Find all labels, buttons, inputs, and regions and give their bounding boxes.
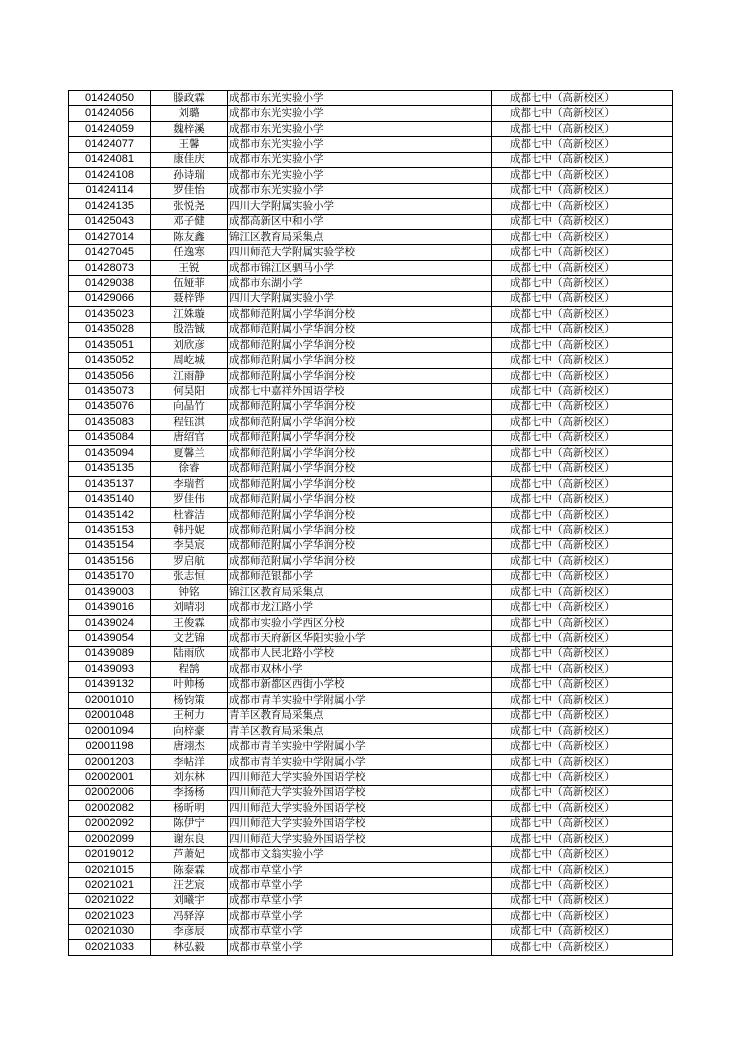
table-row [69, 862, 673, 877]
table-row [69, 554, 673, 569]
student-id-cell: 01439016 [69, 600, 151, 615]
school-cell: 成都市青羊实验中学附属小学 [228, 693, 492, 708]
student-name-cell: 向梓豪 [151, 723, 228, 738]
school-cell: 成都师范附属小学华润分校 [228, 307, 492, 322]
destination-cell: 成都七中（高新校区） [492, 168, 673, 183]
destination-cell: 成都七中（高新校区） [492, 476, 673, 491]
destination-cell: 成都七中（高新校区） [492, 229, 673, 244]
destination-cell: 成都七中（高新校区） [492, 739, 673, 754]
student-id-cell: 01439089 [69, 646, 151, 661]
school-cell: 四川师范大学实验外国语学校 [228, 785, 492, 800]
student-name-cell: 任逸寒 [151, 245, 228, 260]
table-row [69, 214, 673, 229]
table-row [69, 276, 673, 291]
student-name-cell: 罗佳怡 [151, 183, 228, 198]
table-body [69, 91, 673, 956]
student-id-cell: 01439024 [69, 615, 151, 630]
student-name-cell: 刘曦宇 [151, 893, 228, 908]
destination-cell: 成都七中（高新校区） [492, 693, 673, 708]
school-cell: 成都市东光实验小学 [228, 152, 492, 167]
school-cell: 成都市青羊实验中学附属小学 [228, 754, 492, 769]
destination-cell: 成都七中（高新校区） [492, 106, 673, 121]
student-name-cell: 李彦辰 [151, 924, 228, 939]
student-name-cell: 杨钧策 [151, 693, 228, 708]
student-name-cell: 李帖洋 [151, 754, 228, 769]
student-id-cell: 01424114 [69, 183, 151, 198]
student-id-cell: 01424077 [69, 137, 151, 152]
table-row [69, 940, 673, 955]
student-id-cell: 01435154 [69, 538, 151, 553]
destination-cell: 成都七中（高新校区） [492, 430, 673, 445]
student-id-cell: 01435156 [69, 554, 151, 569]
student-id-cell: 01424081 [69, 152, 151, 167]
table-row [69, 708, 673, 723]
student-name-cell: 邓子健 [151, 214, 228, 229]
school-cell: 四川师范大学实验外国语学校 [228, 801, 492, 816]
student-id-cell: 01435051 [69, 338, 151, 353]
student-name-cell: 孙诗瑞 [151, 168, 228, 183]
destination-cell: 成都七中（高新校区） [492, 816, 673, 831]
destination-cell: 成都七中（高新校区） [492, 554, 673, 569]
destination-cell: 成都七中（高新校区） [492, 662, 673, 677]
table-row [69, 615, 673, 630]
school-cell: 成都市实验小学西区分校 [228, 615, 492, 630]
student-name-cell: 何昊阳 [151, 384, 228, 399]
table-row [69, 785, 673, 800]
destination-cell: 成都七中（高新校区） [492, 785, 673, 800]
student-name-cell: 魏梓溪 [151, 121, 228, 136]
table-row [69, 909, 673, 924]
table-row [69, 816, 673, 831]
school-cell: 成都市东光实验小学 [228, 91, 492, 106]
destination-cell: 成都七中（高新校区） [492, 307, 673, 322]
table-row [69, 523, 673, 538]
table-row [69, 538, 673, 553]
student-id-cell: 02021021 [69, 878, 151, 893]
student-id-cell: 02001094 [69, 723, 151, 738]
student-id-cell: 02002099 [69, 832, 151, 847]
destination-cell: 成都七中（高新校区） [492, 291, 673, 306]
destination-cell: 成都七中（高新校区） [492, 322, 673, 337]
student-name-cell: 杨昕明 [151, 801, 228, 816]
destination-cell: 成都七中（高新校区） [492, 152, 673, 167]
school-cell: 四川师范大学实验外国语学校 [228, 816, 492, 831]
school-cell: 成都市青羊实验中学附属小学 [228, 739, 492, 754]
destination-cell: 成都七中（高新校区） [492, 893, 673, 908]
student-name-cell: 谢东良 [151, 832, 228, 847]
student-name-cell: 杜睿洁 [151, 507, 228, 522]
student-name-cell: 陈伊宁 [151, 816, 228, 831]
student-id-cell: 01427045 [69, 245, 151, 260]
table-row [69, 662, 673, 677]
student-name-cell: 陈泰霖 [151, 862, 228, 877]
school-cell: 成都高新区中和小学 [228, 214, 492, 229]
destination-cell: 成都七中（高新校区） [492, 646, 673, 661]
school-cell: 成都市东光实验小学 [228, 121, 492, 136]
school-cell: 成都市东光实验小学 [228, 137, 492, 152]
destination-cell: 成都七中（高新校区） [492, 832, 673, 847]
student-id-cell: 01435076 [69, 399, 151, 414]
student-name-cell: 罗启航 [151, 554, 228, 569]
school-cell: 成都师范附属小学华润分校 [228, 492, 492, 507]
student-id-cell: 01435028 [69, 322, 151, 337]
student-name-cell: 刘欣彦 [151, 338, 228, 353]
table-row [69, 461, 673, 476]
student-name-cell: 林弘毅 [151, 940, 228, 955]
student-name-cell: 江雨静 [151, 368, 228, 383]
table-row [69, 878, 673, 893]
school-cell: 四川师范大学实验外国语学校 [228, 832, 492, 847]
school-cell: 成都市龙江路小学 [228, 600, 492, 615]
school-cell: 成都市新都区西街小学校 [228, 677, 492, 692]
destination-cell: 成都七中（高新校区） [492, 492, 673, 507]
student-name-cell: 唐翊杰 [151, 739, 228, 754]
destination-cell: 成都七中（高新校区） [492, 770, 673, 785]
table-row [69, 260, 673, 275]
student-name-cell: 刘晴羽 [151, 600, 228, 615]
destination-cell: 成都七中（高新校区） [492, 399, 673, 414]
school-cell: 锦江区教育局采集点 [228, 585, 492, 600]
destination-cell: 成都七中（高新校区） [492, 415, 673, 430]
student-id-cell: 01435094 [69, 446, 151, 461]
destination-cell: 成都七中（高新校区） [492, 276, 673, 291]
destination-cell: 成都七中（高新校区） [492, 214, 673, 229]
student-id-cell: 01439132 [69, 677, 151, 692]
student-id-cell: 02001198 [69, 739, 151, 754]
school-cell: 成都师范附属小学华润分校 [228, 415, 492, 430]
student-name-cell: 汪艺宸 [151, 878, 228, 893]
destination-cell: 成都七中（高新校区） [492, 600, 673, 615]
school-cell: 成都师范附属小学华润分校 [228, 446, 492, 461]
destination-cell: 成都七中（高新校区） [492, 384, 673, 399]
student-id-cell: 01424135 [69, 199, 151, 214]
school-cell: 成都市双林小学 [228, 662, 492, 677]
destination-cell: 成都七中（高新校区） [492, 338, 673, 353]
student-id-cell: 02021033 [69, 940, 151, 955]
school-cell: 四川大学附属实验小学 [228, 291, 492, 306]
student-id-cell: 01428073 [69, 260, 151, 275]
school-cell: 成都市草堂小学 [228, 878, 492, 893]
table-row [69, 739, 673, 754]
student-name-cell: 唐绍官 [151, 430, 228, 445]
student-id-cell: 01435153 [69, 523, 151, 538]
table-row [69, 600, 673, 615]
destination-cell: 成都七中（高新校区） [492, 446, 673, 461]
student-name-cell: 李扬杨 [151, 785, 228, 800]
table-row [69, 893, 673, 908]
destination-cell: 成都七中（高新校区） [492, 585, 673, 600]
destination-cell: 成都七中（高新校区） [492, 909, 673, 924]
student-name-cell: 陈友鑫 [151, 229, 228, 244]
school-cell: 成都市草堂小学 [228, 909, 492, 924]
student-id-cell: 02001203 [69, 754, 151, 769]
destination-cell: 成都七中（高新校区） [492, 137, 673, 152]
table-row [69, 384, 673, 399]
table-row [69, 847, 673, 862]
student-name-cell: 王锐 [151, 260, 228, 275]
school-cell: 成都市草堂小学 [228, 924, 492, 939]
student-id-cell: 01424108 [69, 168, 151, 183]
table-row [69, 368, 673, 383]
destination-cell: 成都七中（高新校区） [492, 368, 673, 383]
table-row [69, 507, 673, 522]
student-id-cell: 02002082 [69, 801, 151, 816]
school-cell: 成都市东湖小学 [228, 276, 492, 291]
student-name-cell: 康佳庆 [151, 152, 228, 167]
school-cell: 成都师范附属小学华润分校 [228, 554, 492, 569]
school-cell: 成都师范附属小学华润分校 [228, 507, 492, 522]
student-name-cell: 陆雨欣 [151, 646, 228, 661]
table-row [69, 693, 673, 708]
destination-cell: 成都七中（高新校区） [492, 569, 673, 584]
student-name-cell: 李昊宸 [151, 538, 228, 553]
student-id-cell: 02001010 [69, 693, 151, 708]
student-name-cell: 江姝璇 [151, 307, 228, 322]
table-row [69, 801, 673, 816]
student-id-cell: 02021022 [69, 893, 151, 908]
student-id-cell: 01435056 [69, 368, 151, 383]
school-cell: 成都师范附属小学华润分校 [228, 538, 492, 553]
student-id-cell: 01425043 [69, 214, 151, 229]
table-row [69, 106, 673, 121]
table-row [69, 415, 673, 430]
school-cell: 成都市东光实验小学 [228, 183, 492, 198]
student-name-cell: 钟铭 [151, 585, 228, 600]
table-row [69, 152, 673, 167]
school-cell: 成都市文翁实验小学 [228, 847, 492, 862]
student-name-cell: 韩丹妮 [151, 523, 228, 538]
student-id-cell: 01435073 [69, 384, 151, 399]
student-id-cell: 02021023 [69, 909, 151, 924]
table-row [69, 307, 673, 322]
school-cell: 成都市人民北路小学校 [228, 646, 492, 661]
student-id-cell: 01435137 [69, 476, 151, 491]
school-cell: 成都市东光实验小学 [228, 106, 492, 121]
student-id-cell: 01424059 [69, 121, 151, 136]
table-row [69, 677, 673, 692]
table-row [69, 585, 673, 600]
table-row [69, 631, 673, 646]
school-cell: 成都师范附属小学华润分校 [228, 399, 492, 414]
school-cell: 成都市草堂小学 [228, 940, 492, 955]
table-row [69, 338, 673, 353]
destination-cell: 成都七中（高新校区） [492, 538, 673, 553]
student-id-cell: 01429038 [69, 276, 151, 291]
student-id-cell: 02002092 [69, 816, 151, 831]
destination-cell: 成都七中（高新校区） [492, 91, 673, 106]
student-name-cell: 王俊霖 [151, 615, 228, 630]
student-name-cell: 王馨 [151, 137, 228, 152]
destination-cell: 成都七中（高新校区） [492, 199, 673, 214]
student-name-cell: 程鹄 [151, 662, 228, 677]
student-id-cell: 01435023 [69, 307, 151, 322]
table-row [69, 770, 673, 785]
table-row [69, 229, 673, 244]
school-cell: 成都师范银都小学 [228, 569, 492, 584]
destination-cell: 成都七中（高新校区） [492, 507, 673, 522]
school-cell: 成都市草堂小学 [228, 893, 492, 908]
school-cell: 四川师范大学实验外国语学校 [228, 770, 492, 785]
table-row [69, 137, 673, 152]
student-name-cell: 夏馨兰 [151, 446, 228, 461]
destination-cell: 成都七中（高新校区） [492, 461, 673, 476]
table-row [69, 476, 673, 491]
student-id-cell: 01435135 [69, 461, 151, 476]
destination-cell: 成都七中（高新校区） [492, 677, 673, 692]
student-name-cell: 殷浩铖 [151, 322, 228, 337]
table-row [69, 832, 673, 847]
table-row [69, 183, 673, 198]
student-name-cell: 张志恒 [151, 569, 228, 584]
table-row [69, 723, 673, 738]
school-cell: 青羊区教育局采集点 [228, 708, 492, 723]
school-cell: 成都师范附属小学华润分校 [228, 523, 492, 538]
student-id-cell: 01435140 [69, 492, 151, 507]
school-cell: 成都市草堂小学 [228, 862, 492, 877]
school-cell: 成都师范附属小学华润分校 [228, 322, 492, 337]
destination-cell: 成都七中（高新校区） [492, 878, 673, 893]
destination-cell: 成都七中（高新校区） [492, 121, 673, 136]
destination-cell: 成都七中（高新校区） [492, 708, 673, 723]
table-row [69, 399, 673, 414]
student-id-cell: 02019012 [69, 847, 151, 862]
student-name-cell: 程钰淇 [151, 415, 228, 430]
table-row [69, 291, 673, 306]
school-cell: 青羊区教育局采集点 [228, 723, 492, 738]
student-id-cell: 01439003 [69, 585, 151, 600]
school-cell: 四川大学附属实验小学 [228, 199, 492, 214]
student-id-cell: 01435170 [69, 569, 151, 584]
table-row [69, 91, 673, 106]
destination-cell: 成都七中（高新校区） [492, 523, 673, 538]
student-name-cell: 周屹城 [151, 353, 228, 368]
student-name-cell: 文艺锦 [151, 631, 228, 646]
destination-cell: 成都七中（高新校区） [492, 847, 673, 862]
destination-cell: 成都七中（高新校区） [492, 754, 673, 769]
table-row [69, 430, 673, 445]
student-name-cell: 伍娅菲 [151, 276, 228, 291]
student-id-cell: 02021015 [69, 862, 151, 877]
student-name-cell: 向晶竹 [151, 399, 228, 414]
school-cell: 成都师范附属小学华润分校 [228, 430, 492, 445]
table-row [69, 245, 673, 260]
student-name-cell: 刘璐 [151, 106, 228, 121]
school-cell: 成都师范附属小学华润分校 [228, 338, 492, 353]
student-name-cell: 冯驿淳 [151, 909, 228, 924]
student-id-cell: 01429066 [69, 291, 151, 306]
student-name-cell: 滕政霖 [151, 91, 228, 106]
destination-cell: 成都七中（高新校区） [492, 615, 673, 630]
student-name-cell: 李瑞哲 [151, 476, 228, 491]
school-cell: 锦江区教育局采集点 [228, 229, 492, 244]
student-name-cell: 叶帅杨 [151, 677, 228, 692]
student-name-cell: 王柯力 [151, 708, 228, 723]
student-id-cell: 02002001 [69, 770, 151, 785]
student-name-cell: 芦萧妃 [151, 847, 228, 862]
table-row [69, 924, 673, 939]
student-id-cell: 01439093 [69, 662, 151, 677]
destination-cell: 成都七中（高新校区） [492, 723, 673, 738]
destination-cell: 成都七中（高新校区） [492, 353, 673, 368]
destination-cell: 成都七中（高新校区） [492, 940, 673, 955]
student-name-cell: 刘东林 [151, 770, 228, 785]
student-id-cell: 01424056 [69, 106, 151, 121]
student-id-cell: 02001048 [69, 708, 151, 723]
school-cell: 成都师范附属小学华润分校 [228, 461, 492, 476]
school-cell: 成都市东光实验小学 [228, 168, 492, 183]
destination-cell: 成都七中（高新校区） [492, 924, 673, 939]
table-row [69, 121, 673, 136]
student-id-cell: 01439054 [69, 631, 151, 646]
student-id-cell: 01427014 [69, 229, 151, 244]
table-row [69, 492, 673, 507]
school-cell: 成都七中嘉祥外国语学校 [228, 384, 492, 399]
school-cell: 成都师范附属小学华润分校 [228, 368, 492, 383]
table-row [69, 446, 673, 461]
student-id-cell: 01435084 [69, 430, 151, 445]
student-id-cell: 02021030 [69, 924, 151, 939]
student-name-cell: 罗佳伟 [151, 492, 228, 507]
student-name-cell: 张悦尧 [151, 199, 228, 214]
table-row [69, 322, 673, 337]
student-name-cell: 徐睿 [151, 461, 228, 476]
school-cell: 成都师范附属小学华润分校 [228, 476, 492, 491]
table-row [69, 199, 673, 214]
admission-table [68, 90, 673, 956]
destination-cell: 成都七中（高新校区） [492, 862, 673, 877]
table-row [69, 754, 673, 769]
student-id-cell: 02002006 [69, 785, 151, 800]
school-cell: 成都市天府新区华阳实验小学 [228, 631, 492, 646]
destination-cell: 成都七中（高新校区） [492, 260, 673, 275]
student-id-cell: 01435052 [69, 353, 151, 368]
school-cell: 成都市锦江区驷马小学 [228, 260, 492, 275]
student-id-cell: 01435083 [69, 415, 151, 430]
student-id-cell: 01435142 [69, 507, 151, 522]
table-row [69, 168, 673, 183]
table-row [69, 569, 673, 584]
student-name-cell: 聂梓铧 [151, 291, 228, 306]
student-id-cell: 01424050 [69, 91, 151, 106]
destination-cell: 成都七中（高新校区） [492, 801, 673, 816]
school-cell: 成都师范附属小学华润分校 [228, 353, 492, 368]
table-row [69, 353, 673, 368]
destination-cell: 成都七中（高新校区） [492, 631, 673, 646]
destination-cell: 成都七中（高新校区） [492, 183, 673, 198]
table-row [69, 646, 673, 661]
school-cell: 四川师范大学附属实验学校 [228, 245, 492, 260]
destination-cell: 成都七中（高新校区） [492, 245, 673, 260]
